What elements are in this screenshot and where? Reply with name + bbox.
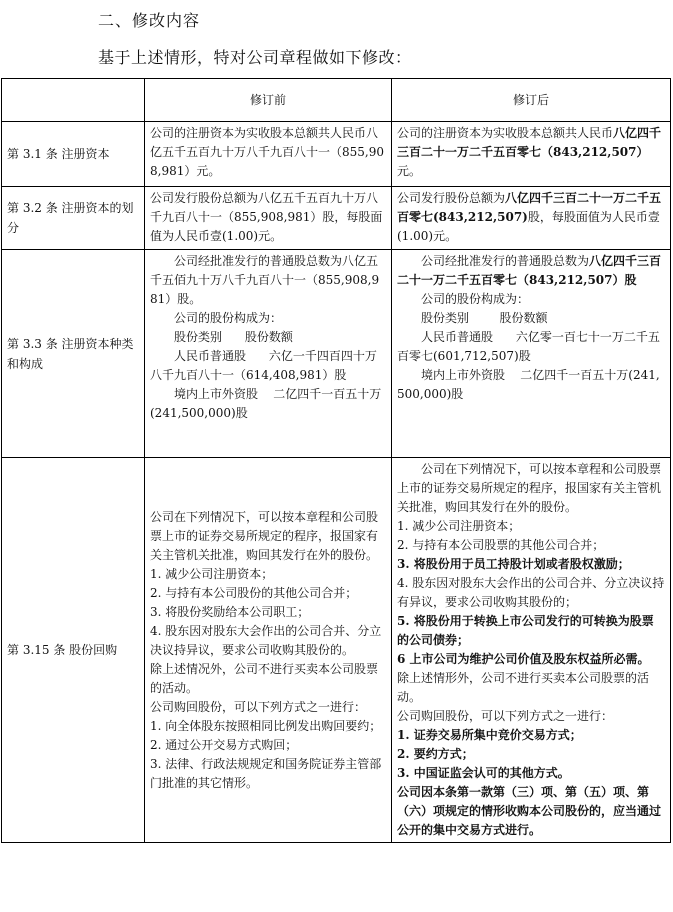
after-text-bold: 3. 中国证监会认可的其他方式。: [397, 766, 570, 780]
before-text: 境内上市外资股 二亿四千一百五十万(241,500,000)股: [150, 387, 382, 420]
after-text-plain: 元。: [397, 164, 422, 178]
after-text-plain: 公司的注册资本为实收股本总额共人民币: [397, 126, 614, 140]
before-text: 股份类别 股份数额: [174, 330, 293, 344]
table-row: [2, 250, 671, 458]
after-cell: [392, 250, 671, 458]
after-text: [397, 574, 665, 612]
before-text: 公司购回股份，可以下列方式之一进行：: [150, 699, 367, 714]
after-text: [397, 555, 665, 574]
before-text: 除上述情况外，公司不进行买卖本公司股票的活动。: [150, 661, 379, 695]
before-cell: [145, 458, 392, 843]
after-text-bold: 5. 将股份用于转换上市公司发行的可转换为股票的公司债券；: [397, 614, 654, 647]
before-text: 3. 法律、行政法规规定和国务院证券主管部门批准的其它情形。: [150, 756, 382, 790]
before-text: 2. 与持有本公司股份的其他公司合并；: [150, 585, 358, 600]
after-text: [397, 764, 665, 783]
after-text-bold: 3. 将股份用于员工持股计划或者股权激励；: [397, 557, 630, 571]
after-text-plain: 公司购回股份，可以下列方式之一进行：: [397, 709, 614, 723]
after-text-plain: 1. 减少公司注册资本；: [397, 519, 521, 533]
after-cell: [392, 458, 671, 843]
after-text: [397, 124, 665, 181]
after-text: [397, 745, 665, 764]
before-text: 2. 通过公开交易方式购回；: [150, 737, 298, 752]
after-text-plain: 股，每股面值为人民币壹(1.00)元。: [397, 210, 660, 243]
after-text-plain: 公司的股份构成为：: [421, 292, 530, 306]
after-text: [397, 252, 665, 290]
after-text-plain: 人民币普通股 六亿零一百七十一万二千五百零七(601,712,507)股: [397, 330, 660, 363]
after-text: [397, 460, 665, 517]
article-label: 第 3.1 条 注册资本: [2, 122, 145, 187]
before-text: 公司发行股份总额为八亿五千五百九十万八千九百八十一（855,908,981）股，每股面值为人民币壹(1.00)元。: [150, 191, 383, 243]
after-text: [397, 726, 665, 745]
after-text-plain: 2. 与持有本公司股票的其他公司合并；: [397, 538, 605, 552]
after-text: [397, 366, 665, 404]
after-text: [397, 309, 665, 328]
after-text-plain: 4. 股东因对股东大会作出的公司合并、分立决议持有异议，要求公司收购其股份的；: [397, 576, 665, 609]
after-text: [397, 189, 665, 246]
after-cell: [392, 122, 671, 187]
article-label: 第 3.3 条 注册资本种类和构成: [2, 250, 145, 458]
after-text: [397, 669, 665, 707]
after-text-bold: 1. 证券交易所集中竞价交易方式；: [397, 728, 582, 742]
after-cell: [392, 187, 671, 250]
header-after: 修订后: [392, 79, 671, 122]
table-row: [2, 458, 671, 843]
before-text: 公司的股份构成为：: [174, 311, 283, 325]
after-text: [397, 707, 665, 726]
after-text: [397, 536, 665, 555]
after-text: [397, 517, 665, 536]
after-text-bold: 八亿四千三百二十一万二千五百零七（843,212,507）: [397, 126, 662, 159]
header-before: 修订前: [145, 79, 392, 122]
after-text: [397, 328, 665, 366]
after-text-bold: 八亿四千三百二十一万二千五百零七（843,212,507）股: [397, 254, 662, 287]
before-cell: [145, 122, 392, 187]
after-text-bold: 6 上市公司为维护公司价值及股东权益所必需。: [397, 652, 650, 666]
before-text: 公司经批准发行的普通股总数为八亿五千五佰九十万八千九百八十一（855,908,981）股。: [150, 254, 380, 306]
before-text: 1. 减少公司注册资本；: [150, 566, 274, 581]
section-heading: 二、修改内容: [98, 11, 201, 30]
after-text-plain: 境内上市外资股 二亿四千一百五十万(241,500,000)股: [397, 368, 660, 401]
after-text-plain: 公司经批准发行的普通股总数为: [421, 254, 590, 268]
table-header-row: [2, 79, 671, 122]
before-cell: [145, 187, 392, 250]
before-text: 公司在下列情况下，可以按本章程和公司股票上市的证券交易所规定的程序，报国家有关主管机关批准，购回其发行在外的股份。: [150, 509, 379, 562]
after-text-bold: 八亿四千三百二十一万二千五百零七(843,212,507): [397, 191, 662, 224]
before-cell: [145, 250, 392, 458]
after-text-plain: 除上述情形外，公司不进行买卖本公司股票的活动。: [397, 671, 650, 704]
after-text-bold: 2. 要约方式；: [397, 747, 474, 761]
article-label: 第 3.2 条 注册资本的划分: [2, 187, 145, 250]
table-row: [2, 187, 671, 250]
after-text-bold: 公司因本条第一款第（三）项、第（五）项、第（六）项规定的情形收购本公司股份的，应当通过公开的集中交易方式进行。: [397, 785, 662, 837]
after-text-plain: 公司发行股份总额为: [397, 191, 506, 205]
before-text: 3. 将股份奖励给本公司职工；: [150, 604, 310, 619]
after-text: [397, 612, 665, 650]
article-label: 第 3.15 条 股份回购: [2, 458, 145, 843]
before-text: 公司的注册资本为实收股本总额共人民币八亿五千五百九十万八千九百八十一（855,908,981）元。: [150, 126, 384, 178]
amendment-table: [1, 78, 671, 843]
header-article: [2, 79, 145, 122]
before-text: 1. 向全体股东按照相同比例发出购回要约；: [150, 718, 382, 733]
after-text: [397, 290, 665, 309]
after-text: [397, 783, 665, 840]
after-text-plain: 股份类别 股份数额: [421, 311, 548, 325]
before-text: 4. 股东因对股东大会作出的公司合并、分立决议持异议，要求公司收购其股份的。: [150, 623, 382, 657]
intro-text: 基于上述情形，特对公司章程做如下修改：: [98, 48, 412, 67]
after-text-plain: 公司在下列情况下，可以按本章程和公司股票上市的证券交易所规定的程序，报国家有关主管机关批准，购回其发行在外的股份。: [397, 462, 662, 514]
after-text: [397, 650, 665, 669]
before-text: 人民币普通股 六亿一千四百四十万八千九百八十一（614,408,981）股: [150, 349, 377, 382]
table-row: [2, 122, 671, 187]
